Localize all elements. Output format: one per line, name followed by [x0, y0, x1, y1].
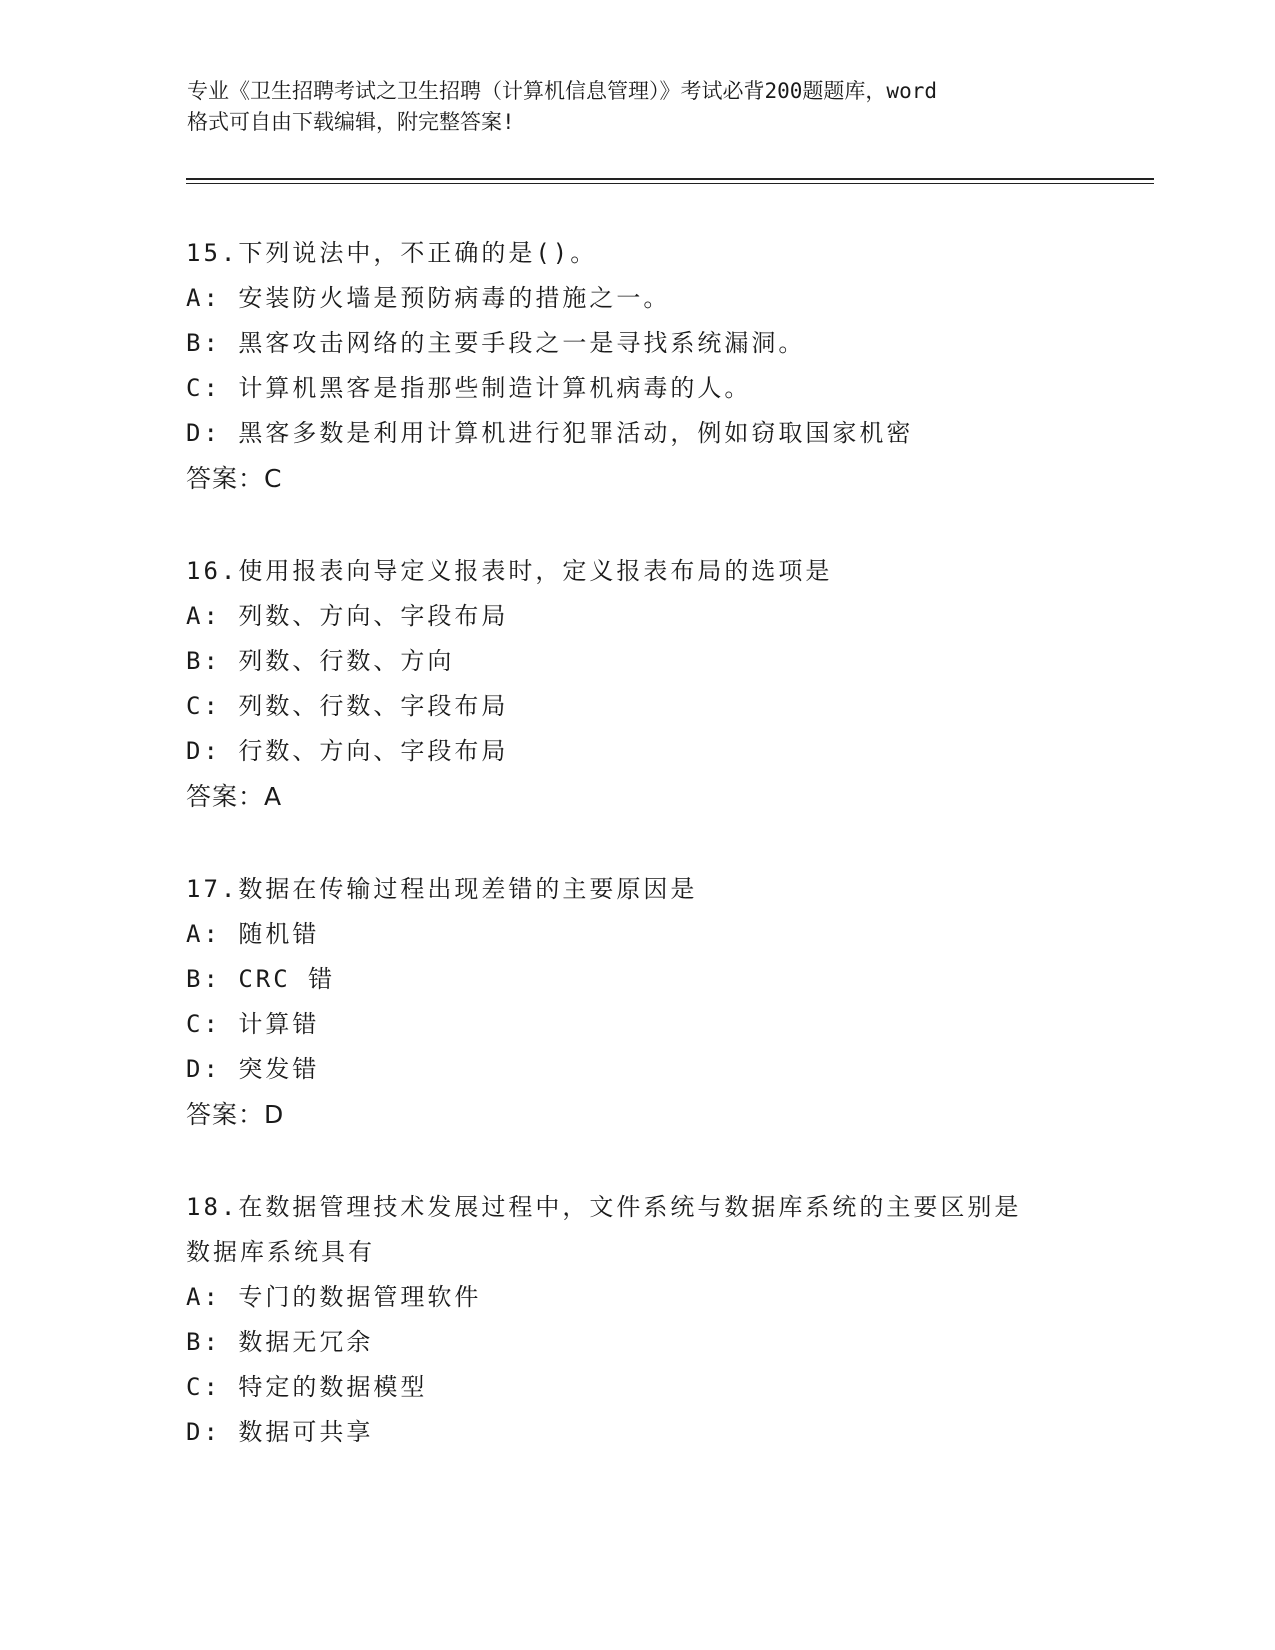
option-d: D: 突发错: [186, 1055, 320, 1083]
document-header: [187, 76, 1087, 138]
question-stem: 15.下列说法中，不正确的是()。: [186, 239, 598, 267]
option-c: C: 计算机黑客是指那些制造计算机病毒的人。: [186, 374, 752, 402]
answer-line: 答案：D: [186, 1100, 285, 1129]
option-c: C: 计算错: [186, 1010, 320, 1038]
question-16: [186, 549, 1136, 819]
question-stem: 16.使用报表向导定义报表时，定义报表布局的选项是: [186, 557, 833, 585]
option-a: A: 专门的数据管理软件: [186, 1283, 482, 1311]
option-a: A: 列数、方向、字段布局: [186, 602, 509, 630]
question-17: [186, 867, 1136, 1137]
header-divider-thick: [186, 178, 1154, 180]
option-b: B: 列数、行数、方向: [186, 647, 455, 675]
option-c: C: 列数、行数、字段布局: [186, 692, 509, 720]
header-divider-thin: [186, 183, 1154, 184]
header-title-line-1: 专业《卫生招聘考试之卫生招聘（计算机信息管理）》考试必背200题题库，word: [187, 79, 937, 103]
question-15: [186, 231, 1136, 501]
option-d: D: 数据可共享: [186, 1418, 374, 1446]
question-stem-line-1: 18.在数据管理技术发展过程中，文件系统与数据库系统的主要区别是: [186, 1193, 1022, 1221]
option-b: B: 黑客攻击网络的主要手段之一是寻找系统漏洞。: [186, 329, 806, 357]
option-b: B: 数据无冗余: [186, 1328, 374, 1356]
question-stem: 17.数据在传输过程出现差错的主要原因是: [186, 875, 698, 903]
option-d: D: 行数、方向、字段布局: [186, 737, 509, 765]
answer-line: 答案：A: [186, 782, 283, 811]
option-a: A: 安装防火墙是预防病毒的措施之一。: [186, 284, 671, 312]
option-a: A: 随机错: [186, 920, 320, 948]
option-c: C: 特定的数据模型: [186, 1373, 428, 1401]
header-title-line-2: 格式可自由下载编辑，附完整答案!: [187, 110, 515, 134]
option-b: B: CRC 错: [186, 965, 336, 993]
option-d: D: 黑客多数是利用计算机进行犯罪活动，例如窃取国家机密: [186, 419, 914, 447]
question-stem-line-2: 数据库系统具有: [186, 1238, 375, 1266]
question-18: [186, 1185, 1136, 1455]
answer-line: 答案：C: [186, 464, 283, 493]
